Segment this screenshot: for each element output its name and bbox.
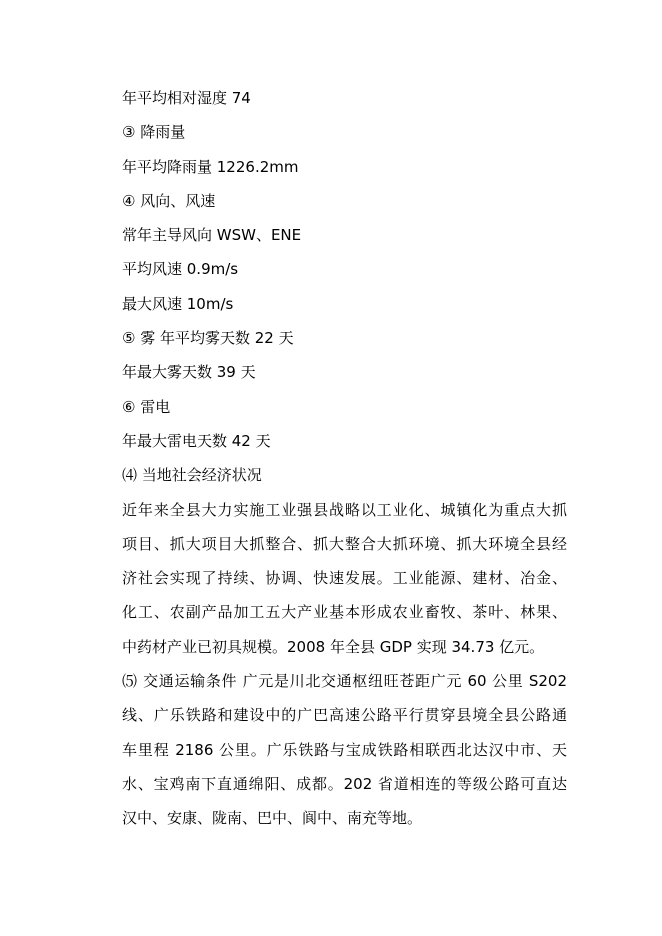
paragraph-line: 项目、抓大项目大抓整合、抓大整合大抓环境、抓大环境全县经 bbox=[122, 534, 567, 553]
rainfall-line: 年平均降雨量 1226.2mm bbox=[122, 157, 299, 176]
wind-heading: ④ 风向、风速 bbox=[122, 191, 216, 210]
document-body bbox=[122, 84, 567, 839]
paragraph-line: 济社会实现了持续、协调、快速发展。工业能源、建材、冶金、 bbox=[122, 569, 567, 588]
max-wind-speed-line: 最大风速 10m/s bbox=[122, 294, 234, 313]
average-wind-speed-line: 平均风速 0.9m/s bbox=[122, 260, 239, 279]
fog-line: ⑤ 雾 年平均雾天数 22 天 bbox=[122, 329, 294, 348]
max-fog-days-line: 年最大雾天数 39 天 bbox=[122, 363, 256, 382]
max-thunder-days-line: 年最大雷电天数 42 天 bbox=[122, 431, 271, 450]
paragraph-line: 线、广乐铁路和建设中的广巴高速公路平行贯穿县境全县公路通 bbox=[122, 706, 567, 725]
rainfall-heading: ③ 降雨量 bbox=[122, 123, 186, 142]
economy-paragraph bbox=[122, 496, 567, 667]
paragraph-line: 水、宝鸡南下直通绵阳、成都。202 省道相连的等级公路可直达 bbox=[122, 774, 567, 793]
economy-heading: ⑷ 当地社会经济状况 bbox=[122, 466, 262, 485]
paragraph-line: 中药材产业已初具规模。2008 年全县 GDP 实现 34.73 亿元。 bbox=[122, 637, 545, 656]
paragraph-line: 近年来全县大力实施工业强县战略以工业化、城镇化为重点大抓 bbox=[122, 500, 567, 519]
paragraph-line: 车里程 2186 公里。广乐铁路与宝成铁路相联西北达汉中市、天 bbox=[122, 740, 567, 759]
humidity-line: 年平均相对湿度 74 bbox=[122, 89, 251, 107]
paragraph-line: ⑸ 交通运输条件 广元是川北交通枢纽旺苍距广元 60 公里 S202 bbox=[122, 672, 567, 691]
thunder-heading: ⑥ 雷电 bbox=[122, 397, 171, 416]
wind-direction-line: 常年主导风向 WSW、ENE bbox=[122, 226, 302, 245]
paragraph-line: 化工、农副产品加工五大产业基本形成农业畜牧、茶叶、林果、 bbox=[122, 603, 567, 622]
transport-paragraph bbox=[122, 667, 567, 838]
paragraph-line: 汉中、安康、陇南、巴中、阆中、南充等地。 bbox=[122, 809, 423, 828]
